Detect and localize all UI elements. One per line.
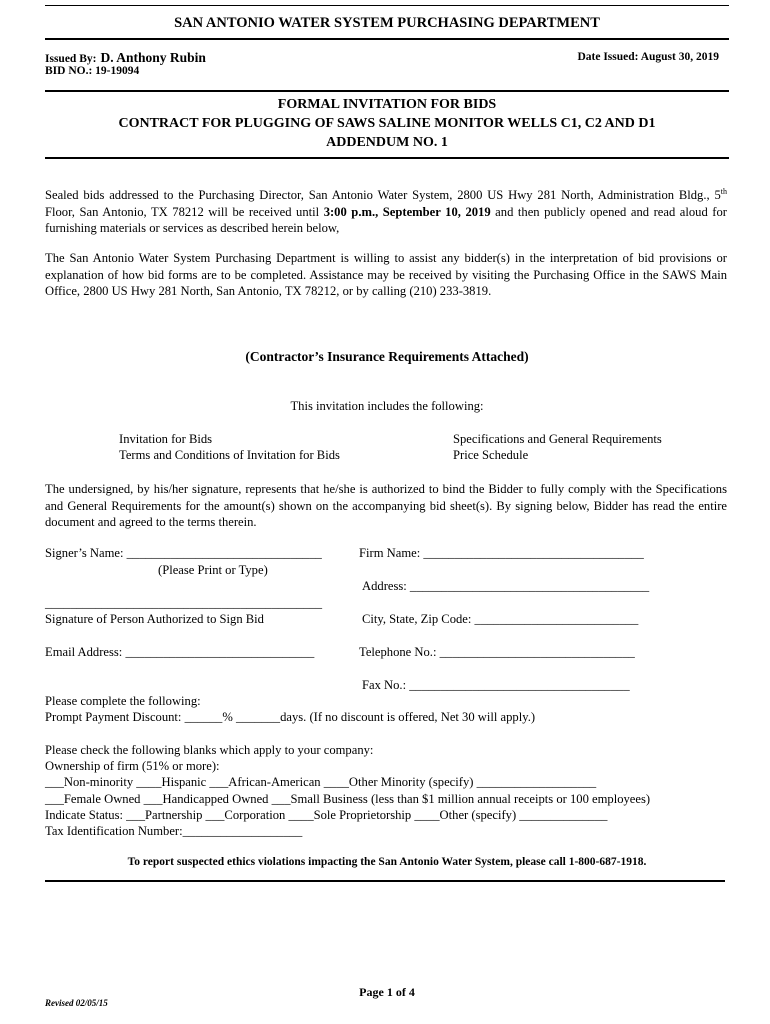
issued-by-name: D. Anthony Rubin [100,50,206,65]
firm-name-field[interactable]: Firm Name: ___________________________________ [359,546,644,560]
insurance-note: (Contractor’s Insurance Requirements Attached) [245,349,529,364]
check-blanks-label: Please check the following blanks which apply to your company: [45,743,374,757]
title-line-1: FORMAL INVITATION FOR BIDS [277,97,497,112]
includes-right-item-1: Specifications and General Requirements [453,432,662,446]
title-line-2: CONTRACT FOR PLUGGING OF SAWS SALINE MONITOR WELLS C1, C2 AND D1 [118,116,656,131]
ethics-rule [45,880,725,882]
indicate-status-options[interactable]: Indicate Status: ___Partnership ___Corporation ____Sole Proprietorship ____Other (specify) ______________ [45,808,608,822]
ownership-label: Ownership of firm (51% or more): [45,759,220,773]
intro-paragraph-1: Sealed bids addressed to the Purchasing Director, San Antonio Water System, 2800 US Hwy 281 North, Administration Bldg., 5th Floor, San Antonio, TX 78212 will be received until 3:00 p.m., September 10, 2019 and then publicly opened and read aloud for furnishing materials or services as described herein below, [45,187,727,236]
prompt-payment-field[interactable]: Prompt Payment Discount: ______% _______days. (If no discount is offered, Net 30 will apply.) [45,710,536,724]
title-bottom-rule [45,157,729,159]
title-top-rule [45,90,729,92]
issued-by-label: Issued By: [45,53,97,65]
email-field[interactable]: Email Address: ______________________________ [45,645,315,659]
bid-number: BID NO.: 19-19094 [45,65,140,77]
ownership-options-row-2[interactable]: ___Female Owned ___Handicapped Owned ___Small Business (less than $1 million annual receipts or 100 employees) [45,792,651,806]
includes-left-item-1: Invitation for Bids [119,432,213,446]
includes-left-item-2: Terms and Conditions of Invitation for Bids [119,448,340,462]
includes-right-item-2: Price Schedule [453,448,529,462]
includes-heading: This invitation includes the following: [290,399,484,413]
complete-following-label: Please complete the following: [45,694,201,708]
tax-id-field[interactable]: Tax Identification Number:___________________ [45,824,303,838]
department-heading: SAN ANTONIO WATER SYSTEM PURCHASING DEPARTMENT [174,15,600,31]
address-field[interactable]: Address: ______________________________________ [362,579,650,593]
signer-name-field[interactable]: Signer’s Name: _______________________________ [45,546,322,560]
undersigned-paragraph: The undersigned, by his/her signature, represents that he/she is authorized to bind the Bidder to fully comply with the Specifications and General Requirements for the amount(s) shown on the accompanying bid sheet(s). By signing below, Bidder has read the entire document and agreed to the terms therein. [45,482,727,530]
signature-label: Signature of Person Authorized to Sign Bid [45,612,264,626]
ethics-note: To report suspected ethics violations impacting the San Antonio Water System, please call 1-800-687-1918. [127,856,647,868]
city-state-zip-field[interactable]: City, State, Zip Code: __________________________ [362,612,639,626]
ownership-options-row-1[interactable]: ___Non-minority ____Hispanic ___African-American ____Other Minority (specify) ___________________ [45,775,597,789]
title-line-3: ADDENDUM NO. 1 [326,135,448,150]
header-rule [45,38,729,40]
telephone-field[interactable]: Telephone No.: _______________________________ [359,645,635,659]
fax-field[interactable]: Fax No.: ___________________________________ [362,678,630,692]
page-number: Page 1 of 4 [359,985,415,999]
print-or-type-note: (Please Print or Type) [158,563,268,577]
signature-line[interactable]: ____________________________________________ [45,596,323,610]
date-issued: Date Issued: August 30, 2019 [577,51,719,63]
top-rule [45,5,729,6]
revised-date: Revised 02/05/15 [45,998,108,1008]
intro-paragraph-2: The San Antonio Water System Purchasing Department is willing to assist any bidder(s) in the interpretation of bid provisions or explanation of how bid forms are to be completed. Assistance may be received by visiting the Purchasing Office in the SAWS Main Office, 2800 US Hwy 281 North, San Antonio, TX 78212, or by calling (210) 233-3819. [45,251,727,299]
